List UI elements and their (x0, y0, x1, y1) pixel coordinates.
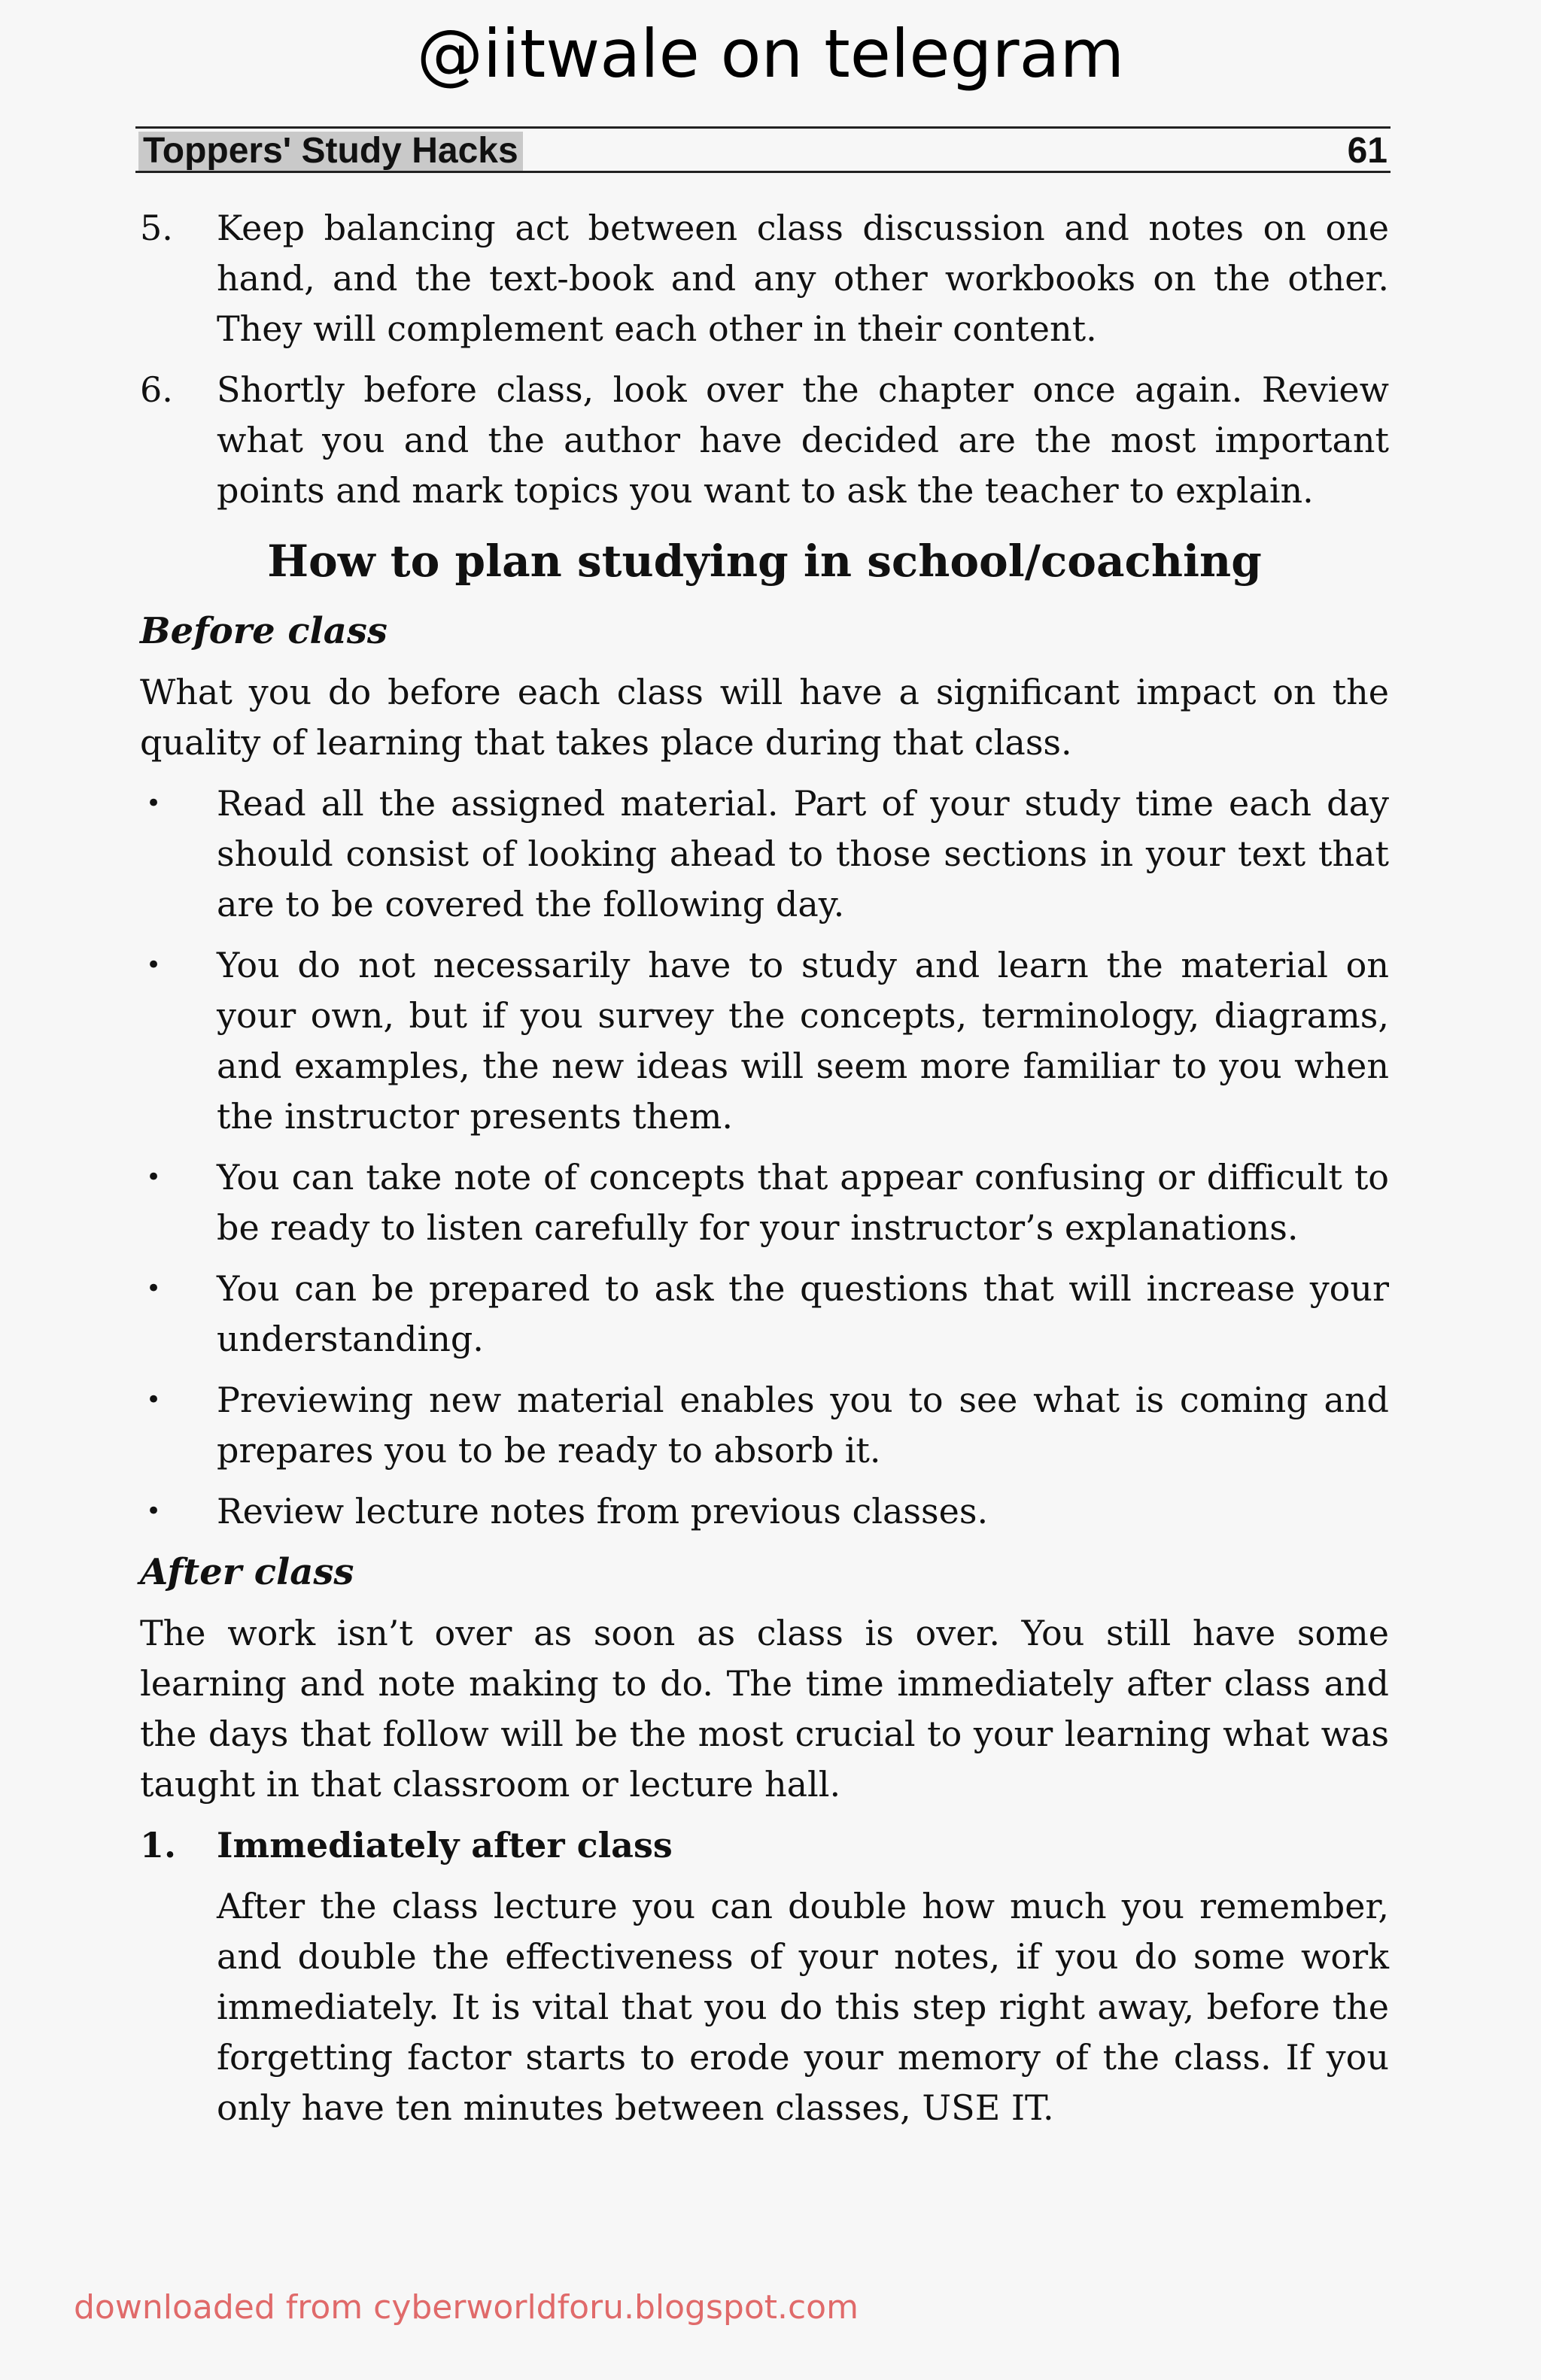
bullet-icon: • (146, 788, 162, 818)
bullet-text: You do not necessarily have to study and learn the material on your own, but if you survey the concepts, terminology, diagrams, and examples, the new ideas will seem more familiar to you when the instructor presents them. (217, 945, 1389, 1137)
bullet-item (140, 940, 1389, 1142)
numbered-item (140, 203, 1389, 354)
item-text: Keep balancing act between class discussion and notes on one hand, and the text-book and any other workbooks on the other. They will complement each other in their content. (217, 208, 1389, 349)
immediately-after-class-text: After the class lecture you can double how much you remember, and double the effectiveness of your notes, if you do some work immediately. It is vital that you do this step right away, before the forgetting factor starts to erode your memory of the class. If you only have ten minutes between classes, USE IT. (217, 1886, 1389, 2128)
item-number: 5. (140, 208, 173, 248)
bullet-icon: • (146, 1496, 162, 1526)
bullet-text: Read all the assigned material. Part of your study time each day should consist of looking ahead to those sections in your text that are to be covered the following day. (217, 783, 1389, 924)
item-text: Shortly before class, look over the chapter once again. Review what you and the author have decided are the most important points and mark topics you want to ask the teacher to explain. (217, 369, 1389, 511)
bullet-item (140, 1375, 1389, 1476)
before-class-intro: What you do before each class will have a significant impact on the quality of learning that takes place during that class. (140, 672, 1389, 763)
bullet-text: Review lecture notes from previous classes. (217, 1491, 989, 1532)
subheading-number: 1. (140, 1825, 177, 1865)
bullet-item (140, 1152, 1389, 1253)
book-title: Toppers' Study Hacks (138, 132, 523, 171)
bullet-item (140, 1264, 1389, 1365)
before-class-heading: Before class (140, 610, 388, 652)
numbered-subheading (140, 1820, 1389, 1871)
item-number: 6. (140, 369, 173, 410)
bullet-text: You can take note of concepts that appear confusing or difficult to be ready to listen carefully for your instructor’s explanations. (217, 1157, 1389, 1248)
bullet-text: You can be prepared to ask the questions that will increase your understanding. (217, 1268, 1389, 1359)
bullet-icon: • (146, 950, 162, 980)
bullet-item (140, 1486, 1389, 1537)
after-class-heading: After class (140, 1551, 354, 1593)
download-watermark: downloaded from cyberworldforu.blogspot.com (74, 2288, 859, 2327)
bullet-icon: • (146, 1385, 162, 1415)
bullet-text: Previewing new material enables you to see what is coming and prepares you to be ready to absorb it. (217, 1380, 1389, 1471)
page-number: 61 (1347, 131, 1388, 171)
section-heading: How to plan studying in school/coaching (267, 536, 1262, 587)
bullet-item (140, 779, 1389, 930)
telegram-watermark: @iitwale on telegram (416, 15, 1125, 93)
bullet-icon: • (146, 1273, 162, 1304)
numbered-item (140, 365, 1389, 516)
bullet-icon: • (146, 1162, 162, 1192)
after-class-intro: The work isn’t over as soon as class is over. You still have some learning and note making to do. The time immediately after class and the days that follow will be the most crucial to your learning what was taught in that classroom or lecture hall. (140, 1613, 1389, 1805)
running-header (135, 126, 1391, 173)
subheading-title: Immediately after class (217, 1825, 673, 1865)
page-content (140, 203, 1389, 2133)
